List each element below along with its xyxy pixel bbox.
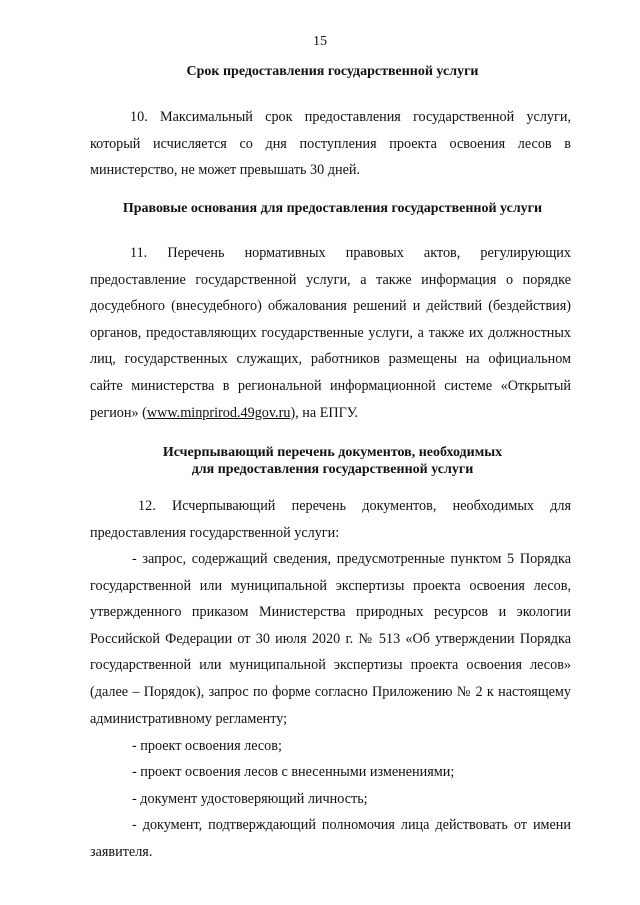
list-item-identity-document: - документ удостоверяющий личность; xyxy=(132,791,368,807)
section-heading-documents-line1: Исчерпывающий перечень документов, необходимых xyxy=(162,445,503,460)
paragraph-12-intro: 12. Исчерпывающий перечень документов, необходимых для предоставления государственной услуги: xyxy=(90,498,571,541)
section-heading-service-term: Срок предоставления государственной услуги xyxy=(186,64,479,79)
ministry-website-link[interactable]: www.minprirod.49gov.ru xyxy=(146,404,291,421)
list-item-request: - запрос, содержащий сведения, предусмотренные пунктом 5 Порядка государственной или муниципальной экспертизы проекта освоения лесов, утвержденного приказом Министерства природных ресурсов и экологии Российской Федерации от 30 июля 2020 г. № 513 «Об утверждении Порядка государственной или муниципальной экспертизы проекта освоения лесов» (далее – Порядок), запрос по форме согласно Приложению № 2 к настоящему административному регламенту; xyxy=(90,551,571,727)
list-item-forest-project-amended: - проект освоения лесов с внесенными изменениями; xyxy=(132,764,455,780)
section-heading-documents-list xyxy=(80,444,585,478)
list-item-forest-project: - проект освоения лесов; xyxy=(132,738,282,754)
section-heading-legal-basis: Правовые основания для предоставления государственной услуги xyxy=(122,201,543,216)
list-item-authority-document: - документ, подтверждающий полномочия лица действовать от имени заявителя. xyxy=(90,817,571,860)
page-number: 15 xyxy=(313,34,327,49)
paragraph-11-tail: ), на ЕПГУ. xyxy=(290,404,359,421)
paragraph-10: 10. Максимальный срок предоставления государственной услуги, который исчисляется со дня поступления проекта освоения лесов в министерство, не может превышать 30 дней. xyxy=(90,109,571,179)
paragraph-11 xyxy=(90,240,571,426)
section-heading-documents-line2: для предоставления государственной услуги xyxy=(191,462,474,477)
paragraph-11-text: 11. Перечень нормативных правовых актов, регулирующих предоставление государственной услуги, а также информация о порядке досудебного (внесудебного) обжалования решений и действий (бездействия) органов, предоставляющих государственные услуги, а также их должностных лиц, государственных служащих, работников размещены на официальном сайте министерства в региональной информационной системе «Открытый регион» ( xyxy=(90,245,571,421)
